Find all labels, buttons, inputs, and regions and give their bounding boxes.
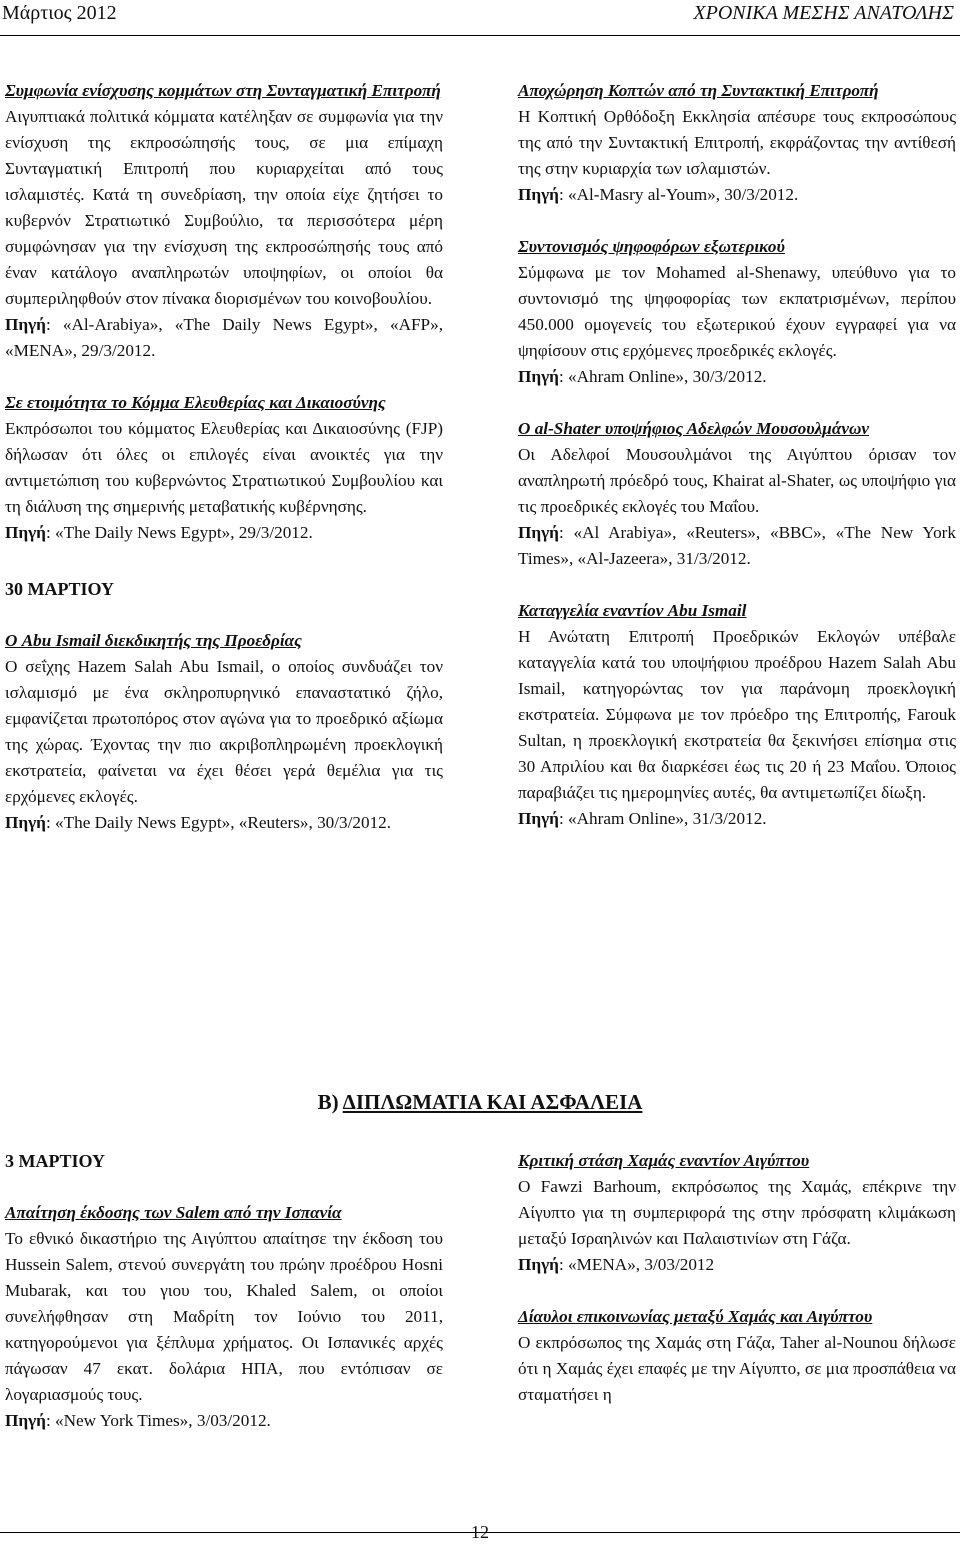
article-body: Εκπρόσωποι του κόμματος Ελευθερίας και Δικαιοσύνης (FJP) δήλωσαν ότι όλες οι επιλογές είναι ανοικτές για την αντιμετώπιση του κυβερνώντος Στρατιωτικού Συμβουλίου και τη διάλυση της σημερινής μεταβατικής κυβέρνησης. [5, 419, 443, 516]
article-body: Η Ανώτατη Επιτροπή Προεδρικών Εκλογών υπέβαλε καταγγελία κατά του υποψήφιου προέδρου Hazem Salah Abu Ismail, κατηγορώντας τον για παράνομη προεκλογική εκστρατεία. Σύμφωνα με τον πρόεδρο της Επιτροπής, Farouk Sultan, η προεκλογική εκστρατεία θα ξεκινήσει επίσημα στις 30 Απριλίου και θα διαρκέσει έως τις 20 ή 23 Μαΐου. Όποιος παραβιάζει τις ημερομηνίες αυτές, θα αντιμετωπίζει δίωξη. [518, 627, 956, 802]
source-text: : «Ahram Online», 30/3/2012. [558, 367, 767, 386]
source-label: Πηγή [518, 523, 559, 542]
source-label: Πηγή [518, 809, 559, 828]
source-label: Πηγή [518, 367, 559, 386]
article-title: Ο al-Shater υποψήφιος Αδελφών Μουσουλμάνων [518, 419, 870, 438]
source-label: Πηγή [518, 1255, 559, 1274]
article [518, 1148, 956, 1278]
article-body: Ο εκπρόσωπος της Χαμάς στη Γάζα, Taher al-Nounou δήλωσε ότι η Χαμάς έχει επαφές με την Αίγυπτο, σε μια προσπάθεια να σταματήσει η [518, 1333, 956, 1404]
article-title: Αποχώρηση Κοπτών από τη Συντακτική Επιτροπή [518, 81, 879, 100]
date-heading: 30 ΜΑΡΤΙΟΥ [5, 579, 115, 599]
source-label: Πηγή [5, 1411, 46, 1430]
top-right-column [518, 78, 956, 832]
section-title: ΔΙΠΛΩΜΑΤΙΑ ΚΑΙ ΑΣΦΑΛΕΙΑ [342, 1090, 643, 1114]
article [5, 390, 443, 546]
article-title: Καταγγελία εναντίον Abu Ismail [518, 601, 747, 620]
article-title: Συμφωνία ενίσχυσης κομμάτων στη Συνταγματική Επιτροπή [5, 81, 441, 100]
article [5, 78, 443, 364]
source-text: : «Al-Arabiya», «The Daily News Egypt», «AFP», «MENA», 29/3/2012. [5, 315, 443, 360]
article-body: Οι Αδελφοί Μουσουλμάνοι της Αιγύπτου όρισαν τον αναπληρωτή πρόεδρό τους, Khairat al-Shater, ως υποψήφιο για τις προεδρικές εκλογές του Μαΐου. [518, 445, 956, 516]
source-text: : «The Daily News Egypt», «Reuters», 30/3/2012. [45, 813, 392, 832]
date-heading: 3 ΜΑΡΤΙΟΥ [5, 1151, 106, 1171]
article-body: Ο Fawzi Barhoum, εκπρόσωπος της Χαμάς, επέκρινε την Αίγυπτο για τη συμπεριφορά της στην πρόσφατη κλιμάκωση μεταξύ Ισραηλινών και Παλαιστινίων στη Γάζα. [518, 1177, 956, 1248]
source-text: : «Ahram Online», 31/3/2012. [558, 809, 767, 828]
source-text: : «MENA», 3/03/2012 [558, 1255, 715, 1274]
article-title: Ο Abu Ismail διεκδικητής της Προεδρίας [5, 631, 302, 650]
article-title: Συντονισμός ψηφοφόρων εξωτερικού [518, 237, 785, 256]
article-title: Κριτική στάση Χαμάς εναντίον Αιγύπτου [518, 1151, 810, 1170]
source-label: Πηγή [5, 523, 46, 542]
article-title: Δίαυλοι επικοινωνίας μεταξύ Χαμάς και Αιγύπτου [518, 1307, 873, 1326]
article [5, 1200, 443, 1434]
article-source [518, 520, 956, 572]
article-body: Η Κοπτική Ορθόδοξη Εκκλησία απέσυρε τους εκπροσώπους της από την Συντακτική Επιτροπή, εκφράζοντας την αντίθεσή της στην κυριαρχία των ισλαμιστών. [518, 107, 956, 178]
section-heading [0, 1090, 960, 1115]
article-source [518, 1252, 956, 1278]
source-text: : «The Daily News Egypt», 29/3/2012. [45, 523, 313, 542]
article-source [518, 364, 956, 390]
source-text: : «New York Times», 3/03/2012. [45, 1411, 271, 1430]
source-label: Πηγή [5, 813, 46, 832]
page-number: 12 [471, 1522, 489, 1542]
page-header [0, 0, 960, 46]
article-title: Απαίτηση έκδοσης των Salem από την Ισπανία [5, 1203, 342, 1222]
article-body: Το εθνικό δικαστήριο της Αιγύπτου απαίτησε την έκδοση του Hussein Salem, στενού συνεργάτη του πρώην προέδρου Hosni Mubarak, και του γιου του, Khaled Salem, οι οποίοι συνελήφθησαν στη Μαδρίτη τον Ιούνιο του 2011, κατηγορούμενοι για ξέπλυμα χρήματος. Οι Ισπανικές αρχές πάγωσαν 47 εκατ. δολάρια ΗΠΑ, που εντόπισαν σε λογαριασμούς τους. [5, 1229, 443, 1404]
header-rule [0, 35, 960, 36]
article [518, 78, 956, 208]
source-label: Πηγή [5, 315, 46, 334]
article-source [5, 810, 443, 836]
article [518, 598, 956, 832]
article-source [5, 520, 443, 546]
source-text: : «Al Arabiya», «Reuters», «BBC», «The New York Times», «Al-Jazeera», 31/3/2012. [518, 523, 956, 568]
article-source [518, 182, 956, 208]
section-prefix: Β) [317, 1090, 343, 1114]
article [518, 1304, 956, 1408]
article-body: Αιγυπτιακά πολιτικά κόμματα κατέληξαν σε συμφωνία για την ενίσχυση της εκπροσώπησής τους, σε μια επίμαχη Συνταγματική Επιτροπή που κυριαρχείται από τους ισλαμιστές. Κατά τη συνεδρίαση, την οποία είχε ζητήσει το κυβερνόν Στρατιωτικό Συμβούλιο, τα περισσότερα μέρη συμφώνησαν για την ενίσχυση της εκπροσώπησής τους από έναν κατάλογο αναπληρωτών υποψηφίων, οι οποίοι θα συμπεριληφθούν στον πίνακα διορισμένων του κοινοβουλίου. [5, 107, 443, 308]
article-source [5, 1408, 443, 1434]
bottom-left-column [5, 1148, 443, 1434]
footer-rule [0, 1532, 960, 1533]
article-source [5, 312, 443, 364]
article-source [518, 806, 956, 832]
header-publication-title: ΧΡΟΝΙΚΑ ΜΕΣΗΣ ΑΝΑΤΟΛΗΣ [693, 2, 954, 24]
article-body: Ο σεΐχης Hazem Salah Abu Ismail, ο οποίος συνδυάζει τον ισλαμισμό με ένα σκληροπυρηνικό επαναστατικό ζήλο, εμφανίζεται πρωτοπόρος στον αγώνα για το προεδρικό αξίωμα της χώρας. Έχοντας την πιο ακριβοπληρωμένη προεκλογική εκστρατεία, φαίνεται να έχει θέσει γερά θεμέλια για τις ερχόμενες εκλογές. [5, 657, 443, 806]
article-title: Σε ετοιμότητα το Κόμμα Ελευθερίας και Δικαιοσύνης [5, 393, 386, 412]
header-date: Μάρτιος 2012 [2, 2, 117, 24]
source-label: Πηγή [518, 185, 559, 204]
top-left-column [5, 78, 443, 836]
article-body: Σύμφωνα με τον Mohamed al-Shenawy, υπεύθυνο για το συντονισμό της ψηφοφορίας των εκπατρισμένων, περίπου 450.000 ομογενείς του εξωτερικού έχουν εγγραφεί για να ψηφίσουν στις ερχόμενες προεδρικές εκλογές. [518, 263, 956, 360]
source-text: : «Al-Masry al-Youm», 30/3/2012. [558, 185, 799, 204]
bottom-right-column [518, 1148, 956, 1408]
article [518, 416, 956, 572]
article [518, 234, 956, 390]
article [5, 576, 443, 836]
